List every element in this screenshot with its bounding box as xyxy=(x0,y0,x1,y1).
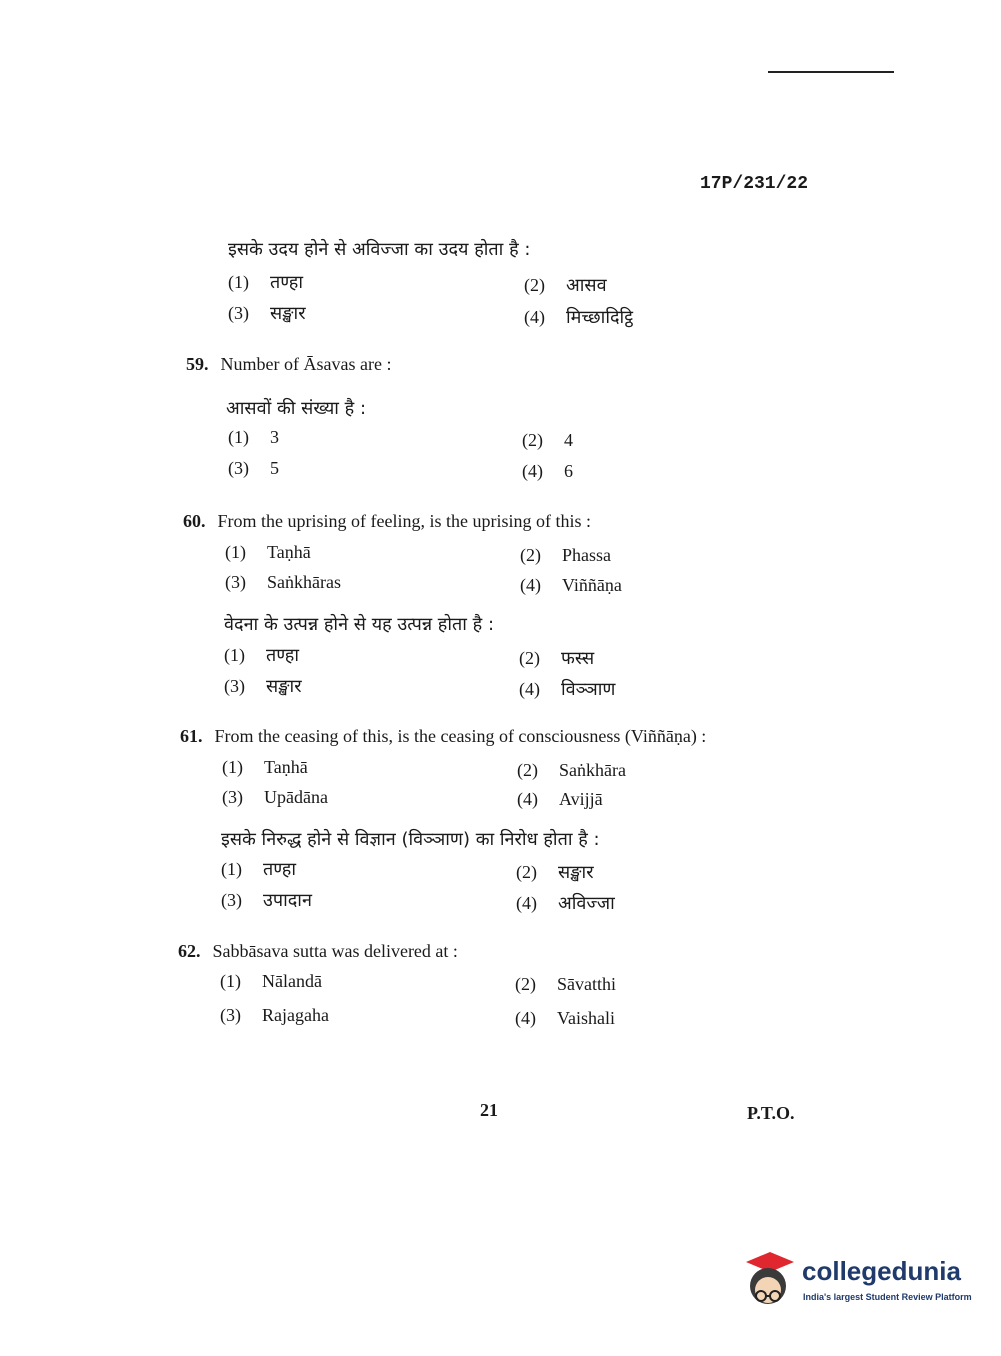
collegedunia-logo xyxy=(742,1252,972,1322)
q58-hindi-option-3: (3) सङ्खार xyxy=(228,303,306,324)
q59-option-4: (4) 6 xyxy=(522,461,573,481)
q58-hindi-option-4: (4) मिच्छादिट्ठि xyxy=(524,307,634,328)
q61-option-4: (4) Avijjā xyxy=(517,789,603,809)
q58-hindi-option-2: (2) आसव xyxy=(524,275,607,296)
q60-hindi-option-4: (4) विञ्ञाण xyxy=(519,679,616,700)
q60-hindi-text: वेदना के उत्पन्न होने से यह उत्पन्न होता है : xyxy=(224,614,495,635)
q58-hindi-option-1: (1) तण्हा xyxy=(228,272,304,293)
q62 xyxy=(178,941,458,962)
q58-hindi-text: इसके उदय होने से अविज्जा का उदय होता है : xyxy=(228,239,531,260)
q61-number: 61. xyxy=(180,726,203,746)
q61-hindi-text: इसके निरुद्ध होने से विज्ञान (विञ्ञाण) का निरोध होता है : xyxy=(221,829,600,850)
q61-hindi-option-1: (1) तण्हा xyxy=(221,859,297,880)
q59-number: 59. xyxy=(186,354,209,374)
q61-hindi-option-4: (4) अविज्जा xyxy=(516,893,615,914)
q60-hindi-option-3: (3) सङ्खार xyxy=(224,676,302,697)
q62-number: 62. xyxy=(178,941,201,961)
q60-hindi-option-1: (1) तण्हा xyxy=(224,645,300,666)
q61-hindi-option-3: (3) उपादान xyxy=(221,890,312,911)
pto-label: P.T.O. xyxy=(747,1103,795,1123)
q60-text: From the uprising of feeling, is the uprising of this : xyxy=(217,511,591,531)
q62-option-1: (1) Nālandā xyxy=(220,971,322,991)
mascot-icon xyxy=(742,1252,798,1310)
q60-number: 60. xyxy=(183,511,206,531)
q61-hindi-option-2: (2) सङ्खार xyxy=(516,862,594,883)
q59-hindi-text: आसवों की संख्या है : xyxy=(226,398,367,419)
q60-option-3: (3) Saṅkhāras xyxy=(225,572,341,592)
q59-text: Number of Āsavas are : xyxy=(220,354,392,374)
q62-option-4: (4) Vaishali xyxy=(515,1008,615,1028)
q61-option-2: (2) Saṅkhāra xyxy=(517,760,626,780)
q62-option-3: (3) Rajagaha xyxy=(220,1005,329,1025)
q62-option-2: (2) Sāvatthi xyxy=(515,974,616,994)
q60-option-2: (2) Phassa xyxy=(520,545,611,565)
q59 xyxy=(186,354,391,375)
q59-option-3: (3) 5 xyxy=(228,458,279,478)
q60-option-4: (4) Viññāṇa xyxy=(520,575,622,595)
q60 xyxy=(183,511,591,532)
page-number: 21 xyxy=(480,1100,498,1120)
q59-option-2: (2) 4 xyxy=(522,430,573,450)
q60-hindi-option-2: (2) फस्स xyxy=(519,648,595,669)
q61-option-1: (1) Taṇhā xyxy=(222,757,308,777)
logo-brand: collegedunia xyxy=(802,1256,961,1286)
q61 xyxy=(180,726,706,747)
q60-option-1: (1) Taṇhā xyxy=(225,542,311,562)
q61-option-3: (3) Upādāna xyxy=(222,787,328,807)
logo-tagline: India's largest Student Review Platform xyxy=(803,1292,972,1302)
q61-text: From the ceasing of this, is the ceasing of consciousness (Viññāṇa) : xyxy=(214,726,707,746)
q59-option-1: (1) 3 xyxy=(228,427,279,447)
paper-code: 17P/231/22 xyxy=(700,174,809,194)
top-rule xyxy=(768,71,894,73)
q62-text: Sabbāsava sutta was delivered at : xyxy=(212,941,458,961)
